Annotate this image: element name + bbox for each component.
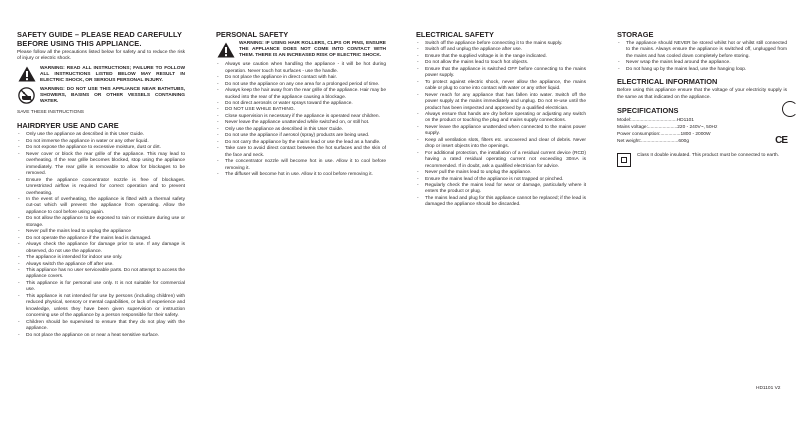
- list-item: - In the event of overheating, the appliance is fitted with a thermal safety cut-out which will prevent the appliance from operating. Allow the appliance to cool before using again.: [17, 197, 185, 216]
- list-item: - Switch off the appliance before connecting it to the mains supply.: [416, 41, 586, 47]
- column-storage-specs: [617, 30, 787, 167]
- personal-safety-list: [216, 62, 386, 178]
- warning-triangle-icon: [216, 41, 235, 58]
- intro-text: Please follow all the precautions listed below for safety and to reduce the risk of injury or electric shock.: [17, 50, 185, 62]
- list-item: - Never cover or block the rear grille of the appliance. This may lead to overheating. If the rear grille becomes blocked, stop using the appliance immediately. The rear grille is removable to allow for blockages to be removed.: [17, 152, 185, 178]
- list-item: - For additional protection, the installation of a residual current device (RCD) having a rated residual operating current not exceeding 30mA is recommended. If in doubt, ask a qualified electrician for advice.: [416, 151, 586, 170]
- list-item: - Children should be supervised to ensure that they do not play with the appliance.: [17, 320, 185, 333]
- list-item: - Never leave the appliance unattended while switched on, or still hot.: [216, 120, 386, 126]
- column-safety-guide: [17, 30, 185, 339]
- list-item: - Ensure the appliance concentrator nozzle is free of blockages. Unrestricted airflow is required for correct operation and to prevent overheating.: [17, 178, 185, 197]
- list-item: - Do not carry the appliance by the mains lead or use the lead as a handle.: [216, 140, 386, 146]
- edge-mark: [782, 101, 798, 117]
- ce-mark: CE: [775, 134, 787, 146]
- electrical-info-text: Before using this appliance ensure that the voltage of your electricity supply is the same as that indicated on the appliance.: [617, 88, 787, 100]
- list-item: - To protect against electric shock, never allow the appliance, the mains cable or plug to come into contact with water or any other liquid.: [416, 80, 586, 93]
- class-ii-text: Class II double insulated. This product must be connected to earth.: [637, 152, 780, 158]
- list-item: - Never pull the mains lead to unplug the appliance: [17, 229, 185, 235]
- list-item: - Ensure that the supplied voltage is in the range indicated.: [416, 54, 586, 60]
- class-ii-note: [617, 153, 787, 167]
- list-item: - This appliance is not intended for use by persons (including children) with reduced physical, sensory or mental capabilities, or lack of experience and knowledge, unless they have been given supervision or instruction concerning use of the appliance by a person responsible for their safety.: [17, 294, 185, 320]
- list-item: - The appliance is intended for indoor use only.: [17, 255, 185, 261]
- warning-hair-rollers: [216, 41, 386, 59]
- list-item: - Never pull the mains lead to unplug the appliance.: [416, 170, 586, 176]
- list-item: - The concentrator nozzle will become hot in use. Allow it to cool before removing it.: [216, 159, 386, 172]
- list-item: - Ensure the mains lead of the appliance is not trapped or pinched.: [416, 177, 586, 183]
- list-item: - The mains lead and plug for this appliance cannot be replaced; if the lead is damaged the appliance should be discarded.: [416, 196, 586, 209]
- spec-voltage: Mains voltage:......................220 - 240V~, 50Hz: [617, 124, 718, 130]
- spec-power: Power consumption:...............1800 - 2000W: [617, 131, 711, 137]
- list-item: - Never wrap the mains lead around the appliance.: [617, 60, 787, 66]
- list-item: - Do not use the appliance if aerosol (spray) products are being used.: [216, 133, 386, 139]
- column-personal-safety: [216, 30, 386, 178]
- list-item: - Do not expose the appliance to excessive moisture, dust or dirt.: [17, 145, 185, 151]
- list-item: - Do not use the appliance on any one area for a prolonged period of time.: [216, 82, 386, 88]
- warning-water: [17, 87, 185, 105]
- list-item: - Do not place the appliance on or near a heat sensitive surface.: [17, 333, 185, 339]
- use-care-list: [17, 132, 185, 339]
- list-item: - Switch off and unplug the appliance after use.: [416, 47, 586, 53]
- list-item: - The appliance should NEVER be stored whilst hot or whilst still connected to the mains. Always ensure the appliance is switched off, unplugged from the mains and has cooled down completely before storing.: [617, 41, 787, 60]
- list-item: - Always check the appliance for damage prior to use. If any damage is observed, do not use the appliance.: [17, 242, 185, 255]
- list-item: - Do not operate the appliance if the mains lead is damaged.: [17, 236, 185, 242]
- section-heading-specifications: SPECIFICATIONS: [617, 105, 679, 115]
- list-item: - Always use caution when handling the appliance - it will be hot during operation. Never touch hot surfaces - use the handle.: [216, 62, 386, 75]
- section-heading-personal-safety: PERSONAL SAFETY: [216, 30, 289, 39]
- warning-triangle-icon: [17, 66, 36, 83]
- warning-read-instructions: [17, 66, 185, 84]
- list-item: - Ensure that the appliance is switched OFF before connecting to the mains power supply.: [416, 67, 586, 80]
- list-item: - Regularly check the mains lead for wear or damage, particularly where it enters the product or plug.: [416, 183, 586, 196]
- list-item: - Never reach for any appliance that has fallen into water. Switch off the power supply at the mains immediately and unplug. Do not re-use until the product has been inspected and approved by a qualified electrician.: [416, 93, 586, 112]
- list-item: - The diffuser will become hot in use. Allow it to cool before removing it.: [216, 172, 386, 178]
- list-item: - Only use the appliance as described in this User Guide.: [17, 132, 185, 138]
- list-item: - Keep all ventilation slots, filters etc. uncovered and clear of debris. Never drop or insert objects into the openings.: [416, 138, 586, 151]
- section-heading-storage: STORAGE: [617, 30, 654, 39]
- list-item: - This appliance is for personal use only. It is not suitable for commercial use.: [17, 281, 185, 294]
- list-item: - Do not place the appliance in direct contact with hair.: [216, 75, 386, 81]
- warning-text: WARNING: DO NOT USE THIS APPLIANCE NEAR BATHTUBS, SHOWERS, BASINS OR OTHER VESSELS CONTAINING WATER.: [40, 86, 185, 105]
- list-item: - This appliance has no user serviceable parts. Do not attempt to access the appliance covers.: [17, 268, 185, 281]
- list-item: - Do not direct aerosols or water sprays toward the appliance.: [216, 101, 386, 107]
- list-item: - Close supervision is necessary if the appliance is operated near children.: [216, 114, 386, 120]
- warning-text: WARNING: IF USING HAIR ROLLERS, CLIPS OR PINS, ENSURE THE APPLIANCE DOES NOT COME INTO CONTACT WITH THEM. THERE IS AN INCREASED RISK OF ELECTRIC SHOCK.: [239, 41, 386, 59]
- list-item: - Do not immerse the appliance in water or any other liquid.: [17, 139, 185, 145]
- list-item: - Always switch the appliance off after use.: [17, 262, 185, 268]
- list-item: - Do not hang up by the mains lead, use the hanging loop.: [617, 67, 787, 73]
- section-heading-electrical-safety: ELECTRICAL SAFETY: [416, 30, 494, 39]
- model-code: HD1101 V2: [756, 386, 781, 391]
- section-heading-use-care: HAIRDRYER USE AND CARE: [17, 121, 119, 131]
- list-item: - Always ensure that hands are dry before operating or adjusting any switch on the product or touching the plug and mains supply connections.: [416, 112, 586, 125]
- storage-list: [617, 41, 787, 73]
- list-item: - Only use the appliance as described in this User Guide.: [216, 127, 386, 133]
- list-item: - Take care to avoid direct contact between the hot surfaces and the skin of the face and neck.: [216, 146, 386, 159]
- page-title: SAFETY GUIDE – PLEASE READ CAREFULLY BEFORE USING THIS APPLIANCE.: [17, 30, 182, 48]
- class-ii-icon: [617, 153, 631, 167]
- list-item: - Do not allow the mains lead to touch hot objects.: [416, 60, 586, 66]
- spec-model: Model:..................................HD1101: [617, 117, 694, 123]
- section-heading-electrical-info: ELECTRICAL INFORMATION: [617, 77, 718, 87]
- save-instructions: SAVE THESE INSTRUCTIONS: [17, 110, 84, 116]
- spec-weight: Net weight:............................600g: [617, 138, 689, 144]
- list-item: - Do not allow the appliance to be exposed to rain or moisture during use or storage.: [17, 216, 185, 229]
- column-electrical-safety: [416, 30, 586, 209]
- warning-text: WARNING: READ ALL INSTRUCTIONS; FAILURE TO FOLLOW ALL INSTRUCTIONS LISTED BELOW MAY RESULT IN ELECTRIC SHOCK, OR SERIOUS PERSONAL INJURY.: [40, 65, 185, 83]
- list-item: - Never leave the appliance unattended when connected to the mains power supply.: [416, 125, 586, 138]
- list-item: - DO NOT USE WHILE BATHING.: [216, 107, 386, 113]
- list-item: - Always keep the hair away from the rear grille of the appliance. Hair may be sucked into the rear of the appliance causing a blockage.: [216, 88, 386, 101]
- electrical-safety-list: [416, 41, 586, 209]
- no-bath-water-icon: [17, 87, 36, 104]
